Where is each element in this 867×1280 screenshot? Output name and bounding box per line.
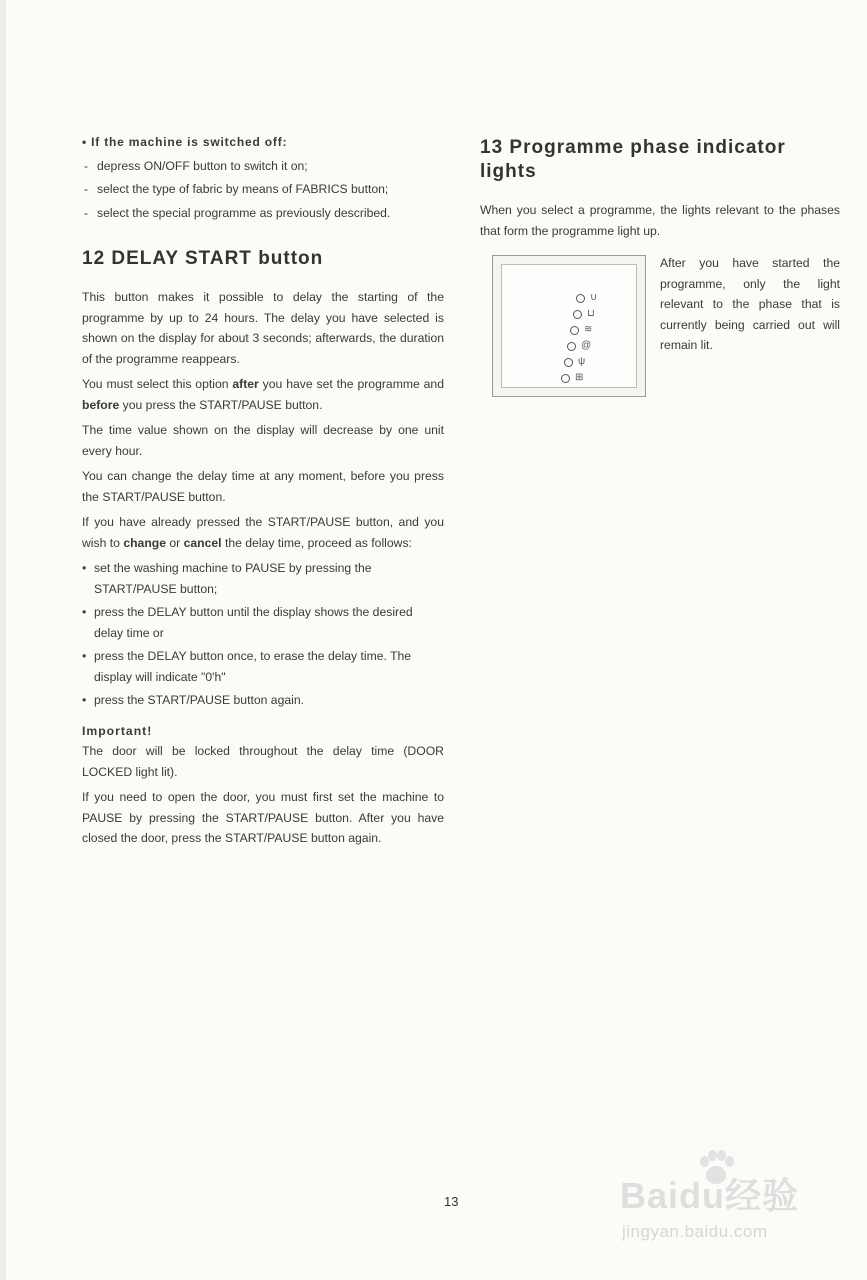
list-item: • press the DELAY button until the display shows the desired delay time or xyxy=(82,602,444,643)
important-door-paragraph: The door will be locked throughout the delay time (DOOR LOCKED light lit). xyxy=(82,744,444,779)
indicator-led xyxy=(576,294,585,303)
page-binding-edge xyxy=(0,0,6,1280)
delay-order-paragraph: You must select this option after you have set the programme and before you press the START/PAUSE button. xyxy=(82,377,444,412)
indicator-caption: After you have started the programme, only the light relevant to the phase that is currently being carried out will remain lit. xyxy=(660,256,840,352)
section-13-title: 13 Programme phase indicator lights xyxy=(480,137,786,182)
list-item: - select the special programme as previously described. xyxy=(82,203,444,224)
indicator-intro-paragraph: When you select a programme, the lights relevant to the phases that form the programme light up. xyxy=(480,203,840,238)
indicator-panel-face xyxy=(501,264,637,388)
right-column xyxy=(480,136,840,395)
rinse-icon: ≋ xyxy=(584,324,593,335)
list-item: • set the washing machine to PAUSE by pressing the START/PAUSE button; xyxy=(82,558,444,599)
indicator-led xyxy=(570,326,579,335)
indicator-panel-illustration xyxy=(492,255,646,397)
list-item: - depress ON/OFF button to switch it on; xyxy=(82,156,444,177)
left-column xyxy=(82,132,444,854)
indicator-led xyxy=(567,342,576,351)
list-item: • press the DELAY button once, to erase the delay time. The display will indicate "0'h" xyxy=(82,646,444,687)
indicator-led xyxy=(573,310,582,319)
watermark-logo-text: Baidu经验 xyxy=(620,1175,800,1216)
delay-intro-paragraph: This button makes it possible to delay the starting of the programme by up to 24 hours. The delay you have selected is shown on the display for about 3 seconds; afterwards, the duration of the programme reappears. xyxy=(82,290,444,366)
delay-countdown-paragraph: The time value shown on the display will decrease by one unit every hour. xyxy=(82,423,444,458)
important-pause-paragraph: If you need to open the door, you must first set the machine to PAUSE by pressing the START/PAUSE button. After you have closed the door, press the START/PAUSE button again. xyxy=(82,790,444,845)
watermark-url: jingyan.baidu.com xyxy=(622,1222,768,1241)
indicator-led xyxy=(564,358,573,367)
switched-off-heading: • If the machine is switched off: xyxy=(82,135,288,149)
drain-icon: ψ xyxy=(578,356,586,367)
section-12-title: 12 DELAY START button xyxy=(82,248,324,269)
indicator-led xyxy=(561,374,570,383)
baidu-watermark xyxy=(620,1150,830,1250)
important-heading: Important! xyxy=(82,723,153,738)
indicator-figure xyxy=(480,255,840,395)
spin-icon: @ xyxy=(581,340,592,351)
list-item: - select the type of fabric by means of FABRICS button; xyxy=(82,179,444,200)
list-item: • press the START/PAUSE button again. xyxy=(82,690,444,711)
delay-change-paragraph: You can change the delay time at any moment, before you press the START/PAUSE button. xyxy=(82,469,444,504)
page-number: 13 xyxy=(444,1194,459,1209)
prewash-icon: ∪ xyxy=(590,292,598,303)
end-icon: ⊞ xyxy=(575,372,584,383)
delay-cancel-paragraph: If you have already pressed the START/PAUSE button, and you wish to change or cancel the delay time, proceed as follows: xyxy=(82,515,444,550)
wash-icon: ⊔ xyxy=(587,308,595,319)
